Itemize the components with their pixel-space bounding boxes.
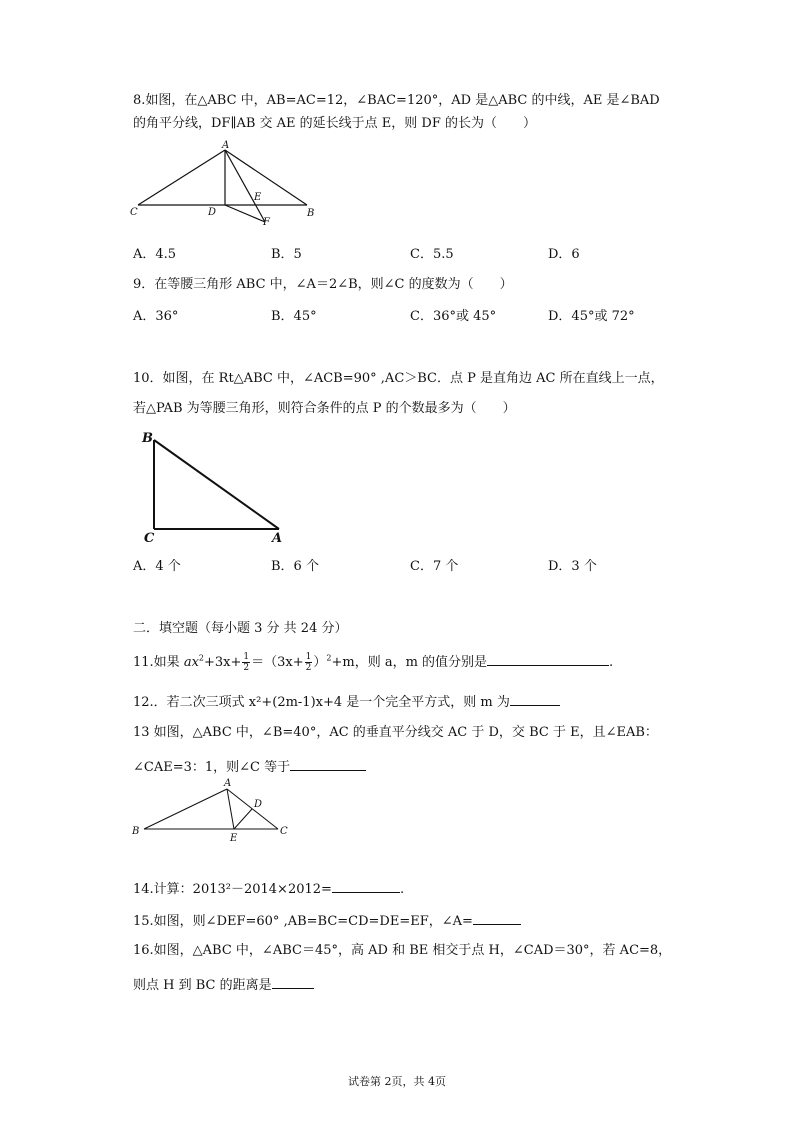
q10-option-c: C．7 个 (410, 559, 459, 574)
q10-option-d: D．3 个 (548, 559, 597, 574)
q10-label-b: B (142, 431, 153, 446)
q10-line1: 10．如图，在 Rt△ABC 中，∠ACB=90° ,AC＞BC．点 P 是直角边 AC 所在直线上一点， (133, 371, 664, 386)
q8-option-b: B．5 (271, 247, 302, 262)
q16-answer-blank[interactable] (272, 976, 314, 989)
q13-label-e: E (230, 833, 238, 844)
q13-line1: 13 如图，△ABC 中，∠B=40°，AC 的垂直平分线交 AC 于 D，交 BC 于 E，且∠EAB： (133, 725, 658, 740)
q8-figure (130, 140, 330, 230)
q8-option-c: C．5.5 (410, 247, 454, 262)
q13-label-a: A (224, 778, 232, 789)
q14-answer-blank[interactable] (332, 880, 400, 893)
q8-label-f: F (263, 217, 270, 228)
q9-option-d: D．45°或 72° (548, 309, 635, 324)
q8-label-c: C (130, 207, 138, 218)
q10-option-a: A．4 个 (133, 559, 181, 574)
q10-label-c: C (144, 531, 155, 546)
q13-label-b: B (132, 826, 140, 837)
q9-option-b: B．45° (271, 309, 317, 324)
q8-option-d: D．6 (548, 247, 580, 262)
q10-figure (140, 426, 290, 546)
q14-text: 14.计算：2013²－2014×2012= . (133, 882, 405, 897)
section-2-title: 二．填空题（每小题 3 分 共 24 分） (133, 621, 348, 636)
q13-label-d: D (254, 799, 263, 810)
q13-figure (130, 774, 300, 844)
q13-line2: ∠CAE=3：1，则∠C 等于 (133, 758, 366, 774)
page-footer: 试卷第 2页，共 4页 (348, 1075, 446, 1088)
q10-line2: 若△PAB 为等腰三角形，则符合条件的点 P 的个数最多为（ ） (133, 401, 516, 416)
q8-label-d: D (208, 207, 217, 218)
q15-text: 15.如图，则∠DEF=60° ,AB=BC=CD=DE=EF，∠A= (133, 912, 521, 928)
q8-label-e: E (254, 192, 262, 203)
q8-label-b: B (307, 208, 315, 219)
q9-text: 9．在等腰三角形 ABC 中，∠A＝2∠B，则∠C 的度数为（ ） (133, 277, 513, 292)
q13-answer-blank[interactable] (290, 758, 366, 771)
q11-text: 11.如果 $ax^2+3x+$ $\frac{1}{2}$ ＝（3x+ $\frac{1}{2}$ ）$^2$+m，则 a，m 的值分别是 . (133, 652, 614, 673)
q8-line1: 8.如图，在△ABC 中，AB=AC=12，∠BAC=120°，AD 是△ABC 的中线，AE 是∠BAD (133, 93, 660, 108)
q16-line1: 16.如图，△ABC 中，∠ABC＝45°，高 AD 和 BE 相交于点 H，∠CAD＝30°，若 AC=8， (133, 943, 672, 958)
q11-answer-blank[interactable] (487, 653, 609, 666)
q8-line2: 的角平分线，DF∥AB 交 AE 的延长线于点 E，则 DF 的长为（ ） (133, 116, 536, 131)
q10-option-b: B．6 个 (271, 559, 319, 574)
q15-answer-blank[interactable] (473, 912, 521, 925)
q8-option-a: A．4.5 (133, 247, 177, 262)
q12-text: 12.．若二次三项式 x²+(2m-1)x+4 是一个完全平方式，则 m 为 (133, 693, 560, 709)
q11-fraction-1: $\frac{1}{2}$ (243, 652, 250, 673)
q16-line2: 则点 H 到 BC 的距离是 (133, 976, 314, 992)
q10-label-a: A (272, 531, 283, 546)
q9-option-c: C．36°或 45° (410, 309, 497, 324)
q9-option-a: A．36° (133, 309, 179, 324)
q8-label-a: A (222, 140, 230, 151)
q13-label-c: C (280, 826, 288, 837)
q11-fraction-2: $\frac{1}{2}$ (305, 652, 312, 673)
q12-answer-blank[interactable] (510, 693, 560, 706)
